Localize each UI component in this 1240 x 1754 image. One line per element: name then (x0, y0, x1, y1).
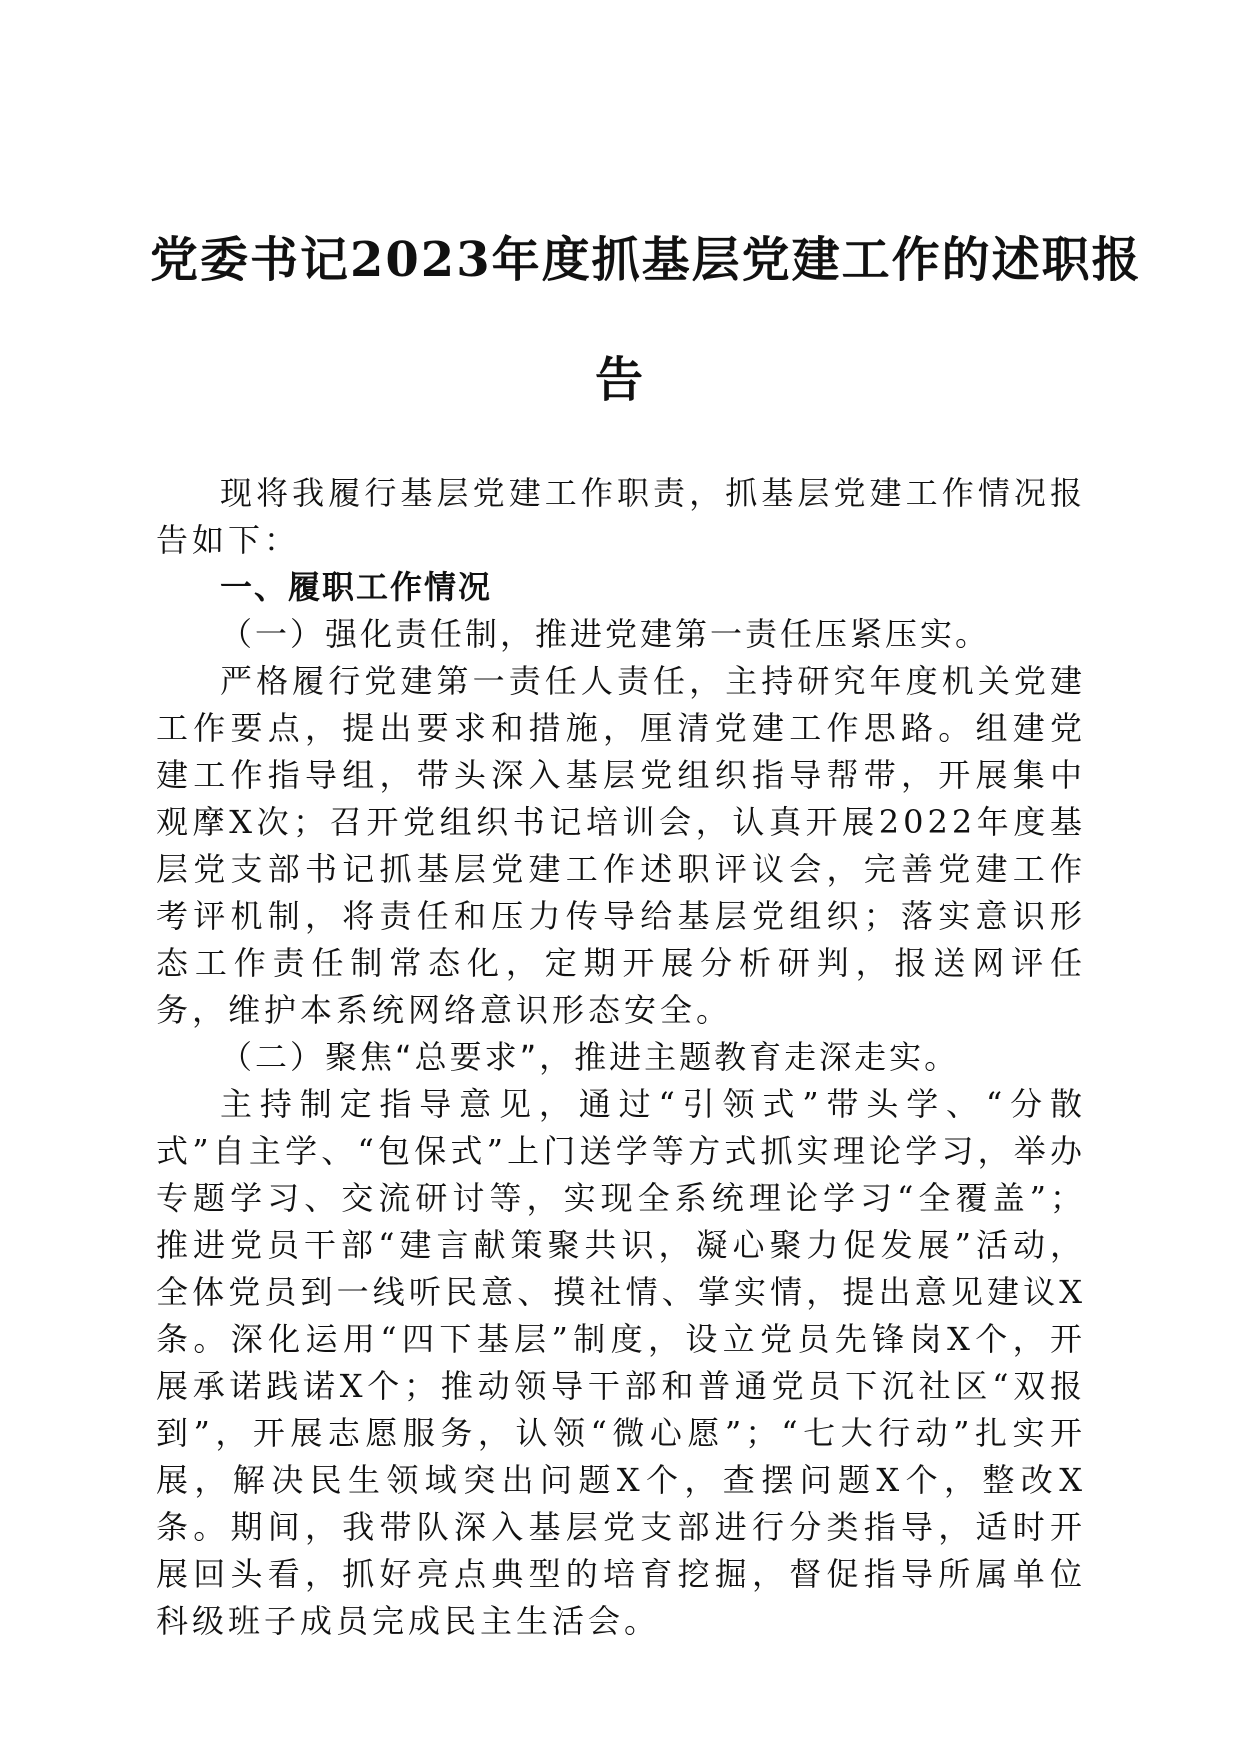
subsection-heading-2: （二）聚焦“总要求”，推进主题教育走深走实。 (220, 1038, 960, 1076)
document-body (156, 470, 1086, 1645)
section-heading-1: 一、履职工作情况 (220, 568, 493, 606)
document-title-line-1: 党委书记2023年度抓基层党建工作的述职报 (150, 232, 1142, 288)
intro-paragraph: 现将我履行基层党建工作职责，抓基层党建工作情况报告如下： (156, 474, 1086, 559)
document-title-line-2: 告 (594, 352, 645, 408)
subsection-2-paragraph: 主持制定指导意见，通过“引领式”带头学、“分散式”自主学、“包保式”上门送学等方式抓实理论学习，举办专题学习、交流研讨等，实现全系统理论学习“全覆盖”；推进党员干部“建言献策聚共识，凝心聚力促发展”活动，全体党员到一线听民意、摸社情、掌实情，提出意见建议X条。深化运用“四下基层”制度，设立党员先锋岗X个，开展承诺践诺X个；推动领导干部和普通党员下沉社区“双报到”，开展志愿服务，认领“微心愿”；“七大行动”扎实开展，解决民生领域突出问题X个，查摆问题X个，整改X条。期间，我带队深入基层党支部进行分类指导，适时开展回头看，抓好亮点典型的培育挖掘，督促指导所属单位科级班子成员完成民主生活会。 (156, 1085, 1086, 1640)
subsection-heading-1: （一）强化责任制，推进党建第一责任压紧压实。 (220, 615, 991, 653)
subsection-1-paragraph: 严格履行党建第一责任人责任，主持研究年度机关党建工作要点，提出要求和措施，厘清党建工作思路。组建党建工作指导组，带头深入基层党组织指导帮带，开展集中观摩X次；召开党组织书记培训会，认真开展2022年度基层党支部书记抓基层党建工作述职评议会，完善党建工作考评机制，将责任和压力传导给基层党组织；落实意识形态工作责任制常态化，定期开展分析研判，报送网评任务，维护本系统网络意识形态安全。 (156, 662, 1086, 1029)
